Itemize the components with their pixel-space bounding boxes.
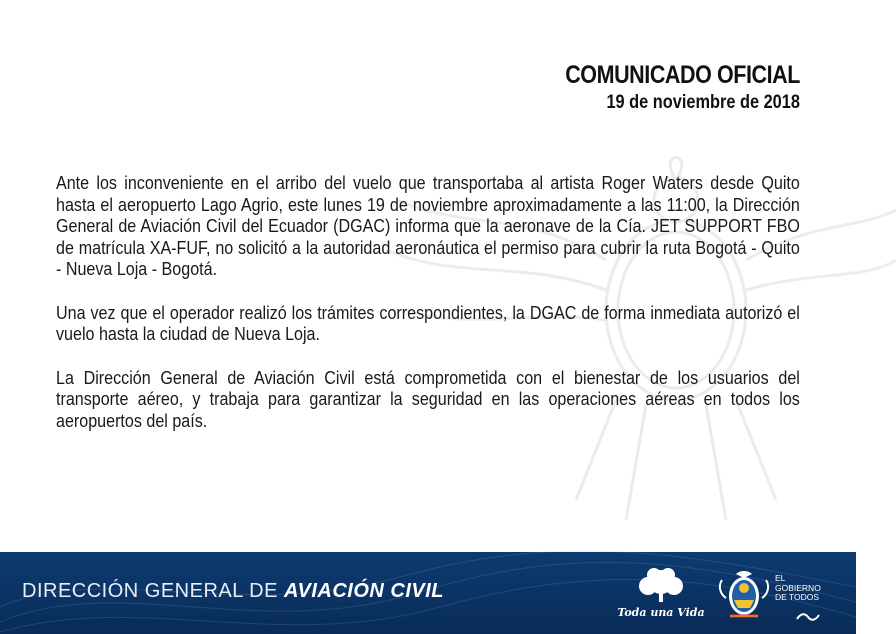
gobierno-line-2: GOBIERNO (775, 582, 821, 593)
paragraph-2: Una vez que el operador realizó los trámites correspondientes, la DGAC de forma inmediata autorizó el vuelo hasta la ciudad de Nueva Loja. (56, 301, 800, 344)
wave-icon (796, 612, 820, 622)
communique-body (56, 172, 800, 453)
agency-name-bold: AVIACIÓN CIVIL (284, 580, 444, 602)
gobierno-line-3: DE TODOS (775, 592, 820, 602)
toda-una-vida-logo-text: Toda una Vida (617, 606, 705, 619)
paragraph-1: Ante los inconveniente en el arribo del vuelo que transportaba al artista Roger Waters desde Quito hasta el aeropuerto Lago Agrio, este lunes 19 de noviembre aproximadamente a las 11:00, la Dirección General de Aviación Civil del Ecuador (DGAC) informa que la aeronave de la Cía. JET SUPPORT FBO de matrícula XA-FUF, no solicitó a la autoridad aeronáutica el permiso para cubrir la ruta Bogotá - Quito - Nueva Loja - Bogotá. (56, 172, 800, 279)
page-title: COMUNICADO OFICIAL (565, 61, 800, 89)
communique-date: 19 de noviembre de 2018 (606, 92, 800, 113)
header (527, 60, 800, 115)
agency-name-light: DIRECCIÓN GENERAL DE (22, 580, 285, 602)
paragraph-3: La Dirección General de Aviación Civil está comprometida con el bienestar de los usuarios del transporte aéreo, y trabaja para garantizar la seguridad en las operaciones aéreas en todos los aeropuertos del país. (56, 366, 800, 431)
gobierno-de-todos-text (775, 574, 821, 603)
agency-name (22, 580, 444, 603)
ecuador-shield-icon (716, 566, 772, 624)
tree-logo-icon (617, 566, 705, 624)
gobierno-line-1: EL (775, 573, 786, 583)
